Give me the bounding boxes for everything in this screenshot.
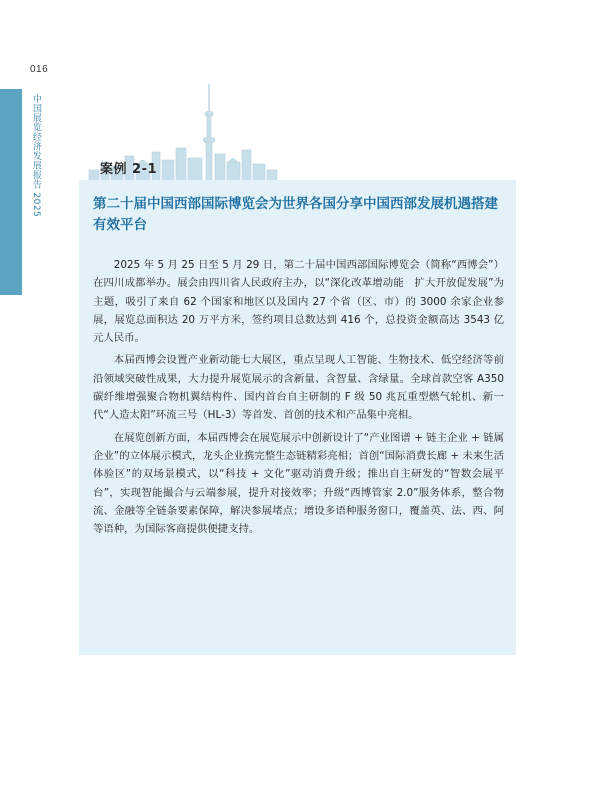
side-tab: [0, 89, 22, 295]
case-body: [93, 256, 504, 542]
paragraph: 在展览创新方面，本届西博会在展览展示中创新设计了“产业图谱 + 链主企业 + 链属企业”的立体展示模式，龙头企业携完整生态链精彩亮相；首创“国际消费长廊 + 未来生活体验区”的双场景模式，以“科技 + 文化”驱动消费升级；推出自主研发的“智数会展平台”，实现智能撮合与云端参展，提升对接效率；升级“西博管家 2.0”服务体系，整合物流、金融等全链条要素保障，解决参展堵点；增设多语种服务窗口，覆盖英、法、西、阿等语种，为国际客商提供便捷支持。: [93, 431, 504, 536]
case-title: 第二十届中国西部国际博览会为世界各国分享中国西部发展机遇搭建有效平台: [93, 196, 498, 233]
page-number: 016: [30, 64, 49, 75]
running-header: 中国展览经济发展报告 2025: [31, 94, 41, 218]
case-label: 案例 2-1: [100, 162, 158, 177]
paragraph: 2025 年 5 月 25 日至 5 月 29 日，第二十届中国西部国际博览会（简称“西博会”）在四川成都举办。展会由四川省人民政府主办，以“深化改革增动能 扩大开放促发展”为主题，吸引了来自 62 个国家和地区以及国内 27 个省（区、市）的 3000 余家企业参展，展览总面积达 20 万平方米，签约项目总数达到 416 个，总投资金额高达 3543 亿元人民币。: [93, 259, 504, 345]
paragraph: 本届西博会设置产业新动能七大展区，重点呈现人工智能、生物技术、低空经济等前沿领域突破性成果，大力提升展览展示的含新量、含智量、含绿量。全球首款空客 A350 碳纤维增强聚合物机翼结构件、国内首台自主研制的 F 级 50 兆瓦重型燃气轮机、新一代“人造太阳”环流三号（HL-3）等首发、首创的技术和产品集中亮相。: [93, 354, 504, 422]
